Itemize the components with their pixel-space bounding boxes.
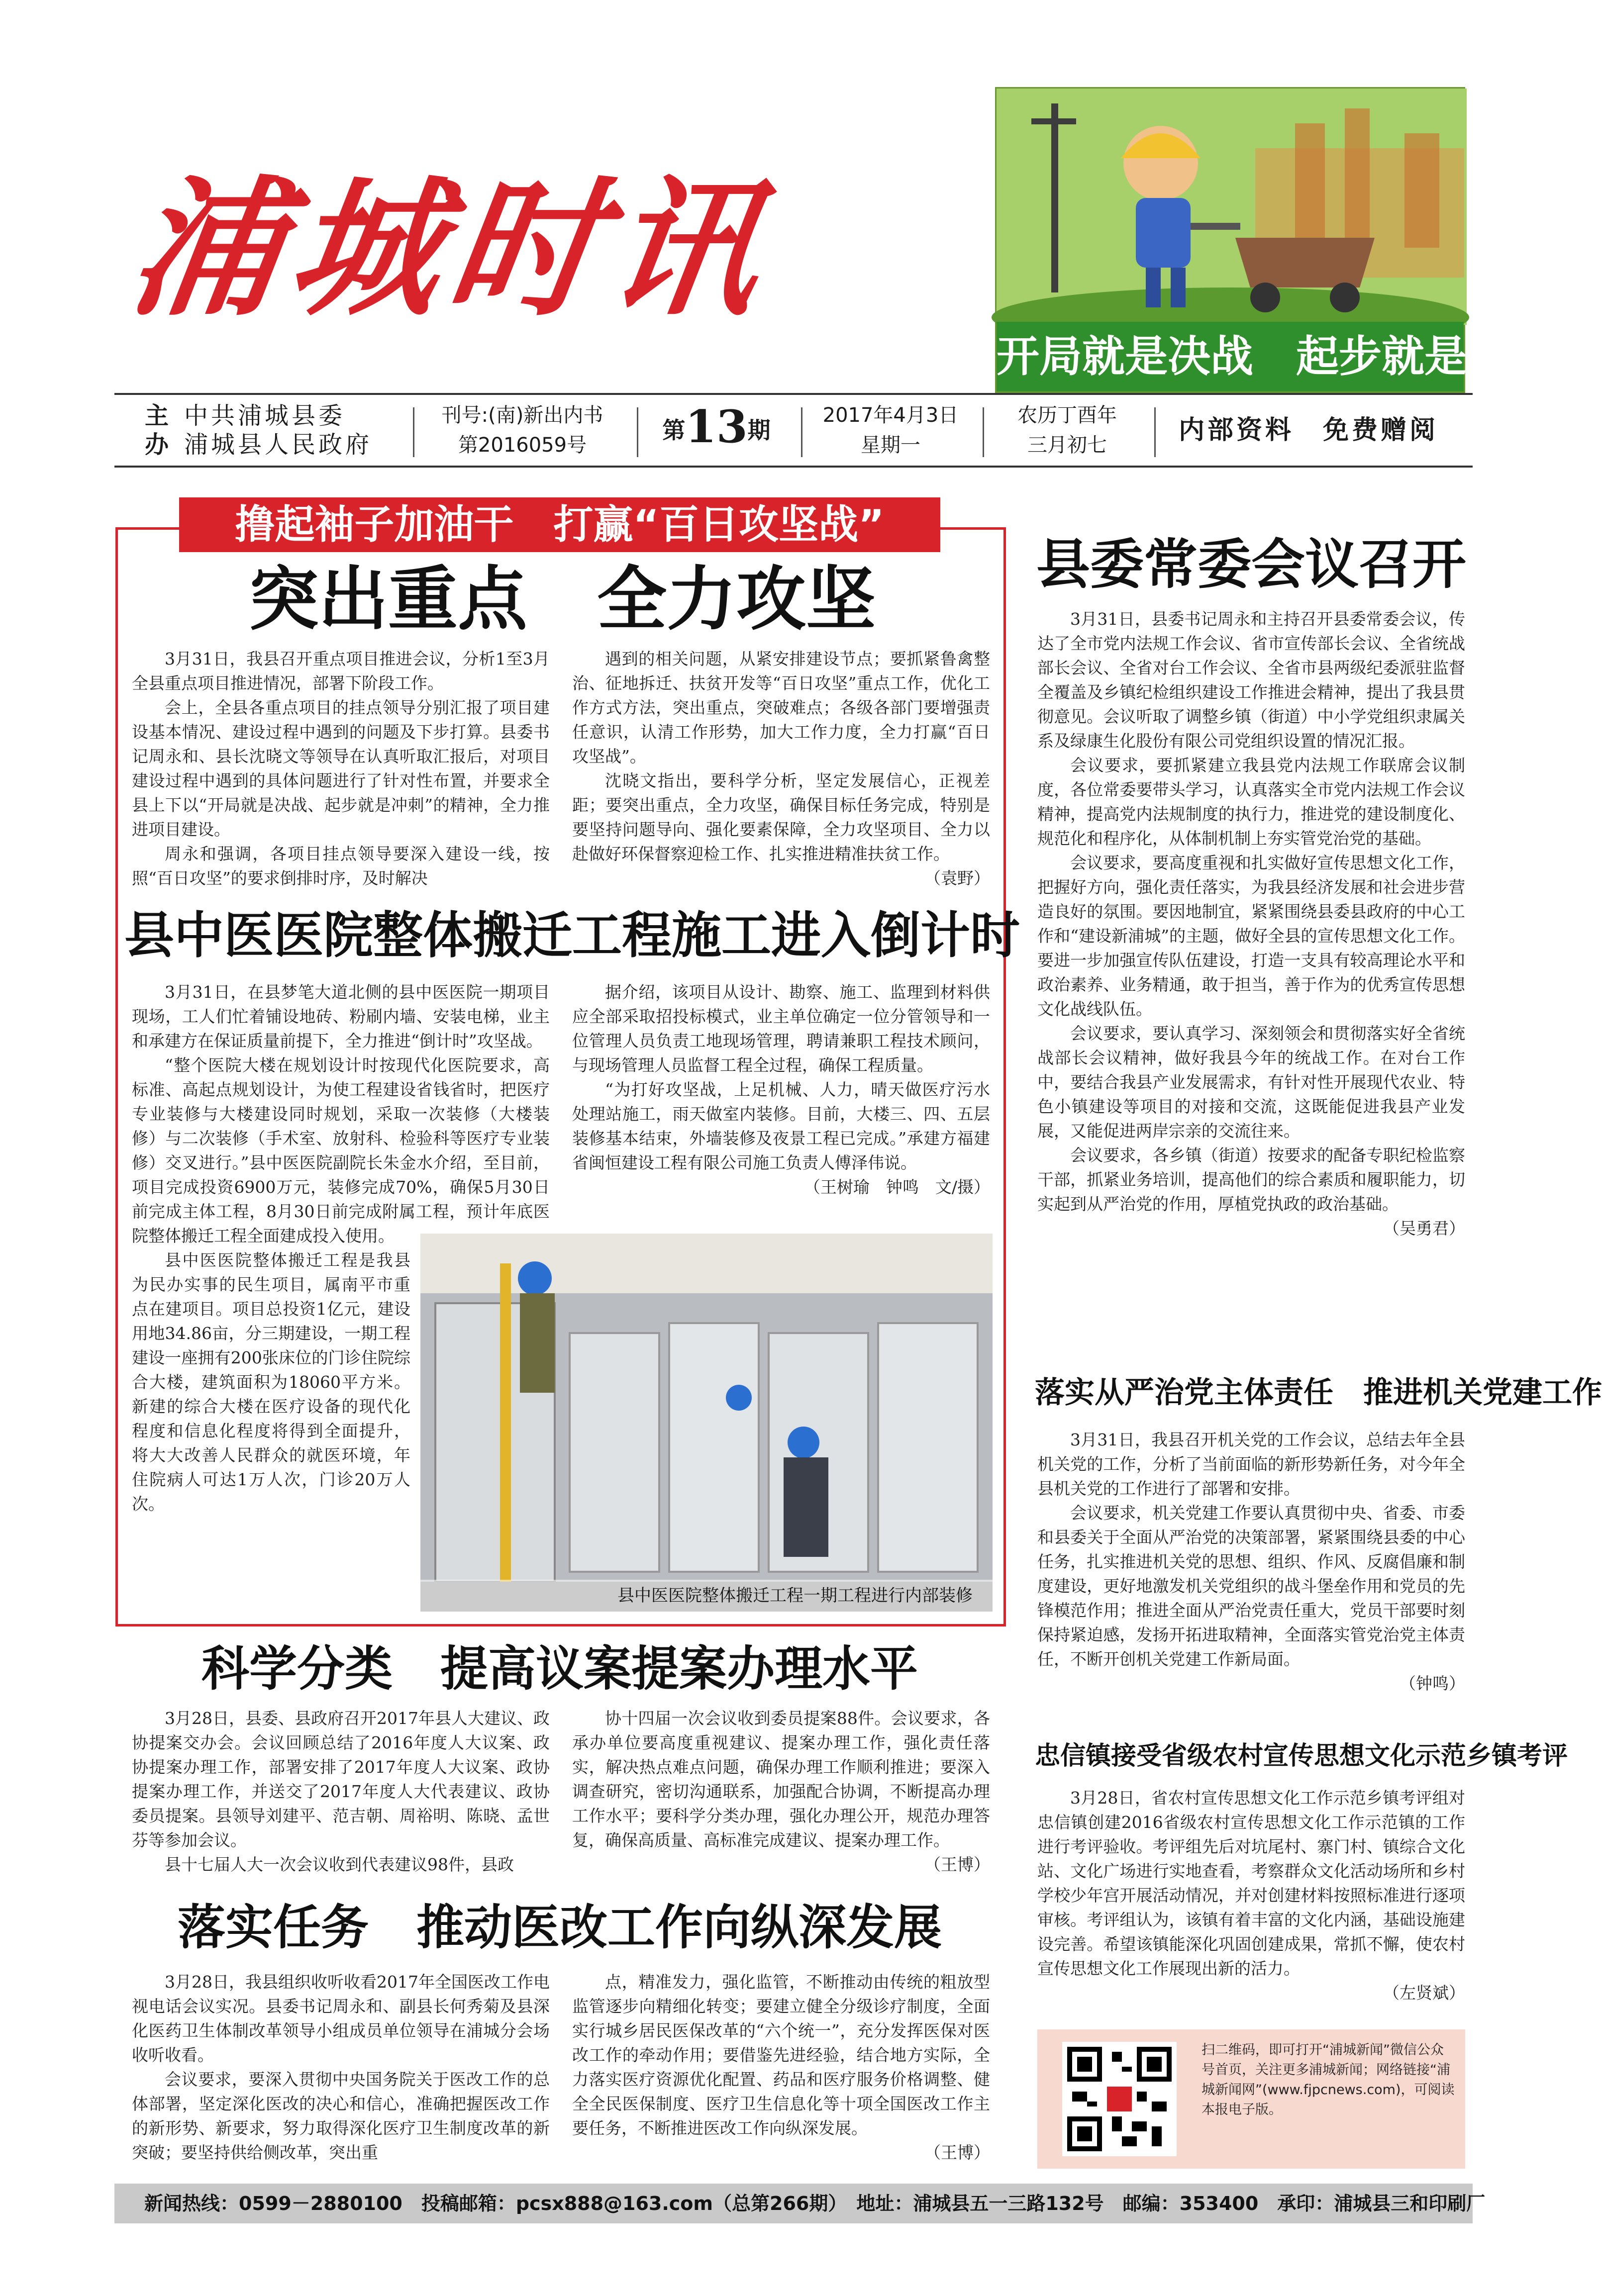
qr-info-box [1037,2029,1465,2169]
host-organizations: 中共浦城县委 浦城县人民政府 [184,402,373,459]
article-4-col-1: 3月28日，我县组织收听收看2017年全国医改工作电视电话会议实况。县委书记周永和、副县长何秀菊及县深化医药卫生体制改革领导小组成员单位领导在浦城分会场收听收看。 会议要求，要深入贯彻中央国务院关于医改工作的总体部署，坚定深化医改的决心和信心，准确把握医改工作的新形势、新要求，努力取得深化医疗卫生制度改革的新突破；要坚持供给侧改革，突出重 [132,1972,550,2162]
photo-caption: 县中医医院整体搬迁工程一期工程进行内部装修 [420,1580,993,1612]
qr-description: 扫二维码，即可打开“浦城新闻”微信公众号首页，关注更多浦城新闻；网络链接“浦城新闻网”(www.fjpcnews.com)，可阅读本报电子版。 [1202,2042,1455,2117]
lunar-date: 农历丁酉年 三月初七 [1017,404,1117,457]
article-3-author: （王博） [924,1855,990,1874]
issue-number: 第 13 期 [662,400,771,453]
article-2-headline: 县中医医院整体搬迁工程施工进入倒计时 [124,906,1020,964]
masthead-title: 浦城时讯 [120,161,782,336]
host-label: 主 办 [144,402,169,459]
article-4-headline: 落实任务 推动医改工作向纵深发展 [178,1899,942,1955]
distribution-notice: 内部资料 免费赠阅 [1178,415,1438,445]
article-1-headline: 突出重点 全力攻坚 [248,559,876,640]
article-7-headline: 忠信镇接受省级农村宣传思想文化示范乡镇考评 [1035,1741,1568,1771]
article-5-body: 3月31日，县委书记周永和主持召开县委常委会议，传达了全市党内法规工作会议、省市宣传部长会议、全省统战部长会议、全省对台工作会议、全省市县两级纪委派驻监督全覆盖及乡镇纪检组织建设工作推进会精神，提出了我县贯彻意见。会议听取了调整乡镇（街道）中小学党组织隶属关系及绿康生化股份有限公司党组织设置的情况汇报。 会议要求，要抓紧建立我县党内法规工作联席会议制度，各位常委要带头学习，认真落实全市党内法规工作会议精神，提高党内法规制度的执行力，推进党的建设制度化、规范化和程序化，从体制机制上夯实管党治党的基础。 会议要求，要高度重视和扎实做好宣传思想文化工作，把握好方向，强化责任落实，为我县经济发展和社会进步营造良好的氛围。要因地制宜，紧紧围绕县委县政府的中心工作和“建设新浦城”的主题，做好全县的宣传思想文化工作。要进一步加强宣传队伍建设，打造一支具有较高理论水平和政治素养、业务精通，敢于担当，善于作为的优秀宣传思想文化战线队伍。 会议要求，要认真学习、深刻领会和贯彻落实好全省统战部长会议精神，做好我县今年的统战工作。在对台工作中，要结合我县产业发展需求，有针对性开展现代农业、特色小镇建设等项目的对接和交流，这既能促进我县产业发展，又能促进两岸宗亲的交流往来。 会议要求，各乡镇（街道）按要求的配备专职纪检监察干部，抓紧业务培训，提高他们的综合素质和履职能力，切实起到从严治党的作用，厚植党执政的政治基础。 （吴勇君） [1037,607,1465,1343]
publication-permit: 刊号:(南)新出内书 第2016059号 [441,404,603,457]
article-5-author: （吴勇君） [1383,1219,1465,1238]
article-2-photo [420,1234,993,1612]
article-3-headline: 科学分类 提高议案提案办理水平 [201,1640,918,1697]
article-3-col-1: 3月28日，县委、县政府召开2017年县人大建议、政协提案交办会。会议回顾总结了2016年度人大议案、政协提案办理工作，部署安排了2017年度人大议案、政协提案办理工作，并送交了2017年度人大代表建议、政协委员提案。县领导刘建平、范吉朝、周裕明、陈晓、孟世芬等参加会议。 县十七届人大一次会议收到代表建议98件，县政 [132,1709,550,1874]
article-7-author: （左贤斌） [1383,1983,1465,2003]
article-1-col-2: 遇到的相关问题，从紧安排建设节点；要抓紧鲁禽整治、征地拆迁、扶贫开发等“百日攻坚”重点工作，优化工作方式方法，突出重点，突破难点；各级各部门要增强责任意识，认清工作形势，加大工作力度，全力打赢“百日攻坚战”。 沈晓文指出，要科学分析，坚定发展信心，正视差距；要突出重点，全力攻坚，确保目标任务完成，特别是要坚持问题导向、强化要素保障，全力攻坚项目、全力以赴做好环保督察迎检工作、扎实推进精准扶贫工作。 （袁野） [572,647,990,895]
article-6-body: 3月31日，我县召开机关党的工作会议，总结去年全县机关党的工作，分析了当前面临的新形势新任务，对今年全县机关党的工作进行了部署和安排。 会议要求，机关党建工作要认真贯彻中央、省委、市委和县委关于全面从严治党的决策部署，紧紧围绕县委的中心任务，扎实推进机关党的思想、组织、作风、反腐倡廉和制度建设，更好地激发机关党组织的战斗堡垒作用和党员的先锋模范作用；推进全面从严治党责任重大，党员干部要时刻保持紧迫感，发扬开拓进取精神，全面落实管党治党主体责任，不断开创机关党建工作新局面。 （钟鸣） [1037,1428,1465,1706]
article-6-author: （钟鸣） [1400,1674,1465,1693]
article-3-col-2: 协十四届一次会议收到委员提案88件。会议要求，各承办单位要高度重视建议、提案办理工作，强化责任落实，解决热点难点问题，确保办理工作顺利推进；要深入调查研究，密切沟通联系，加强配合协调，不断提高办理工作水平；要科学分类办理，强化办理公开，规范办理答复，确保高质量、高标准完成建议、提案办理工作。 （王博） [572,1706,990,1880]
article-4-author: （王博） [924,2143,990,2162]
article-2-col-1: 3月31日，在县梦笔大道北侧的县中医医院一期项目现场，工人们忙着铺设地砖、粉刷内墙、安装电梯，业主和承建方在保证质量前提下，全力推进“倒计时”攻坚战。 “整个医院大楼在规划设计时按现代化医院要求，高标准、高起点规划设计，为使工程建设省钱省时，把医疗专业装修与大楼建设同时规划，采取一次装修（大楼装修）与二次装修（手术室、放射科、检验科等医疗专业装修）交叉进行。”县中医医院副院长朱金水介绍，至目前，项目完成投资6900万元，装修完成70%，确保5月30日前完成主体工程，8月30日前完成附属工程，预计年底医院整体搬迁工程全面建成投入使用。 县中医医院整体搬迁工程是我县为民办实事的民生项目，属南平市重点在建项目。项目总投资1亿元，建设用地34.86亩，分三期建设，一期工程建设一座拥有200张床位的门诊住院综合大楼，建筑面积为18060平方米。新建的综合大楼在医疗设备的现代化程度和信息化程度将得到全面提升，将大大改善人民群众的就医环境，年住院病人可达1万人次，门诊20万人次。 [132,982,550,1514]
electrical-cabinet-photo [420,1234,993,1612]
article-6-headline: 落实从严治党主体责任 推进机关党建工作 [1035,1375,1602,1410]
worker-cart-illustration [997,89,1467,325]
footer-contact-bar: 新闻热线：0599－2880100 投稿邮箱：pcsx888@163.com（总第266期） 地址：浦城县五一三路132号 邮编：353400 承印：浦城县三和印刷厂 [114,2184,1473,2223]
banner-slogan: 开局就是决战 起步就是冲刺 [997,322,1464,391]
campaign-slogan: 撸起袖子加油干 打赢“百日攻坚战” [179,497,940,552]
banner-illustration [995,87,1553,393]
issue-info-bar [114,393,1473,468]
article-5-headline: 县委常委会议召开 [1036,533,1466,596]
article-2-col-2: 据介绍，该项目从设计、勘察、施工、监理到材料供应全部采取招投标模式，业主单位确定一位分管领导和一位管理人员负责工地现场管理，聘请兼职工程技术顾问，与现场管理人员监督工程全过程，确保工程质量。 “为打好攻坚战，上足机械、人力，晴天做医疗污水处理站施工，雨天做室内装修。目前，大楼三、四、五层装修基本结束，外墙装修及夜景工程已完成。”承建方福建省闽恒建设工程有限公司施工负责人傅泽伟说。 （王树瑜 钟鸣 文/摄） [572,980,990,1229]
article-4-col-2: 点，精准发力，强化监管，不断推动由传统的粗放型监管逐步向精细化转变；要建立健全分级诊疗制度，全面实行城乡居民医保改革的“六个统一”，充分发挥医保对医改工作的牵动作用；要借鉴先进经验，结合地方实际，全力落实医疗资源优化配置、药品和医疗服务价格调整、健全全民医保制度、医疗卫生信息化等十项全国医改工作主要任务，不断推进医改工作向纵深发展。 （王博） [572,1970,990,2174]
qr-code-icon [1062,2042,1177,2156]
article-2-author: （王树瑜 钟鸣 文/摄） [803,1177,990,1197]
issue-date: 2017年4月3日 星期一 [822,404,959,457]
article-1-col-1: 3月31日，我县召开重点项目推进会议，分析1至3月全县重点项目推进情况，部署下阶段工作。 会上，全县各重点项目的挂点领导分别汇报了项目建设基本情况、建设过程中遇到的问题及下步打算。县委书记周永和、县长沈晓文等领导在认真听取汇报后，对项目建设过程中遇到的具体问题进行了针对性布置，并要求全县上下以“开局就是决战、起步就是冲刺”的精神，全力推进项目建设。 周永和强调，各项目挂点领导要深入建设一线，按照“百日攻坚”的要求倒排时序，及时解决 [132,649,550,888]
article-1-author: （袁野） [924,868,990,888]
article-7-body: 3月28日，省农村宣传思想文化工作示范乡镇考评组对忠信镇创建2016省级农村宣传思想文化工作示范镇的工作进行考评验收。考评组先后对坑尾村、寨门村、镇综合文化站、文化广场进行实地查看，考察群众文化活动场所和乡村学校少年宫开展活动情况，并对创建材料按照标准进行逐项审核。考评组认为，该镇有着丰富的文化内涵，基础设施建设完善。希望该镇能深化巩固创建成果，常抓不懈，使农村宣传思想文化工作展现出新的活力。 （左贤斌） [1037,1786,1465,2014]
